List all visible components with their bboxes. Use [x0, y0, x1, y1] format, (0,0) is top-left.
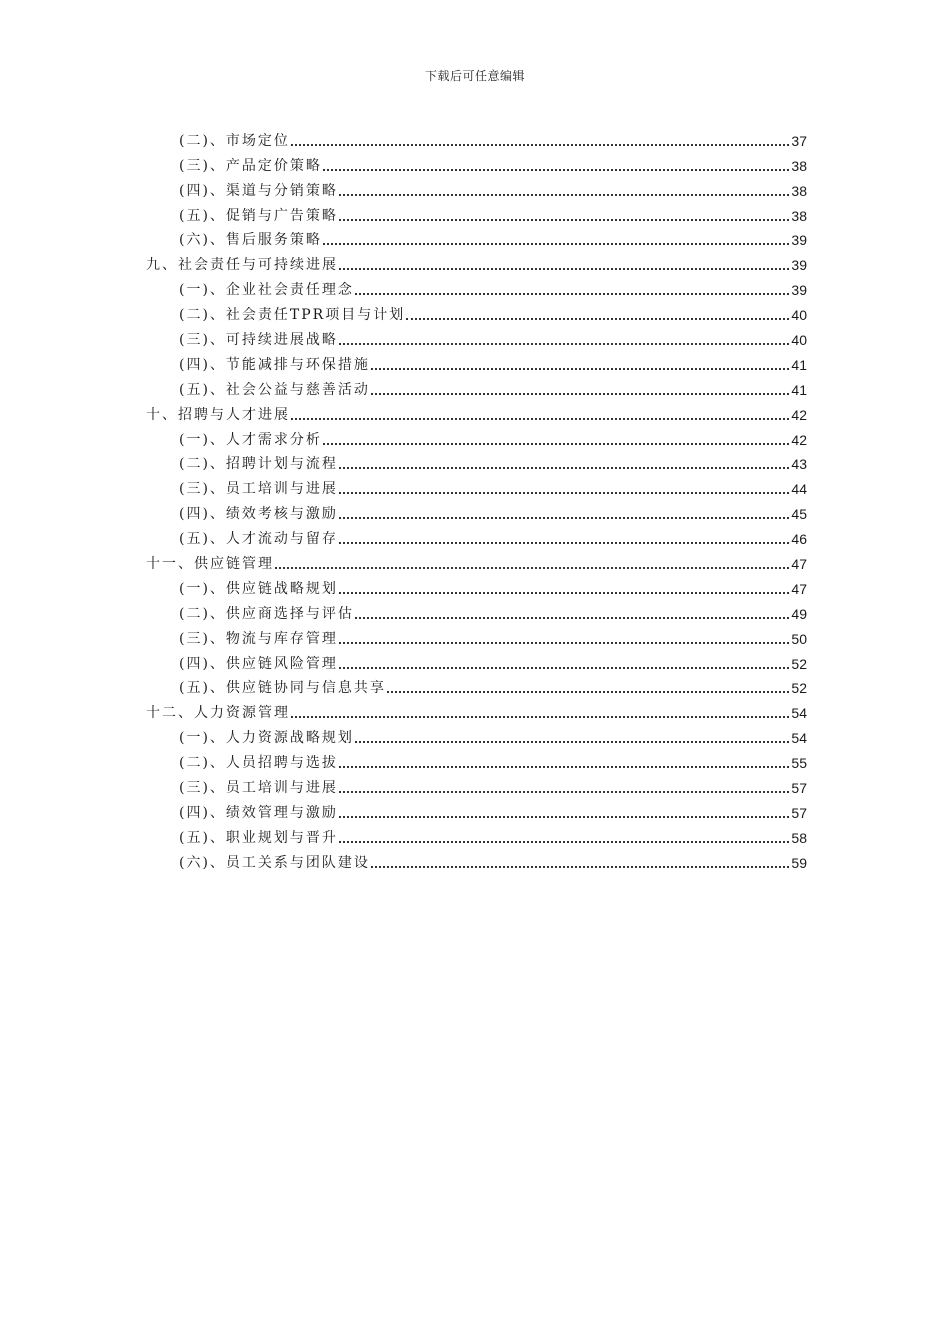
toc-section-row[interactable] — [146, 274, 807, 299]
toc-page-number: 50 — [791, 630, 807, 647]
toc-page-number: 52 — [791, 655, 807, 672]
toc-entry-title: (六)、售后服务策略 — [179, 232, 322, 249]
toc-page-number: 58 — [791, 829, 807, 846]
toc-dot-leader — [323, 243, 789, 245]
toc-section-row[interactable] — [146, 374, 807, 399]
toc-entry-title: (二)、市场定位 — [179, 132, 290, 149]
toc-entry-title: (四)、渠道与分销策略 — [179, 182, 338, 199]
toc-dot-leader — [339, 343, 789, 345]
toc-page-number: 55 — [791, 755, 807, 772]
toc-section-row[interactable] — [146, 573, 807, 598]
toc-dot-leader — [355, 293, 789, 295]
toc-section-row[interactable] — [146, 150, 807, 175]
toc-entry-title: 九、社会责任与可持续进展 — [146, 257, 338, 274]
toc-chapter-row[interactable] — [146, 697, 807, 722]
toc-section-row[interactable] — [146, 722, 807, 747]
toc-entry-title: (一)、人才需求分析 — [179, 431, 322, 448]
toc-page-number: 40 — [791, 332, 807, 349]
toc-page-number: 41 — [791, 356, 807, 373]
toc-dot-leader — [275, 567, 789, 569]
toc-section-row[interactable] — [146, 324, 807, 349]
toc-section-row[interactable] — [146, 822, 807, 847]
toc-dot-leader — [339, 194, 789, 196]
toc-entry-title: 十一、供应链管理 — [146, 556, 274, 573]
toc-page-number: 44 — [791, 481, 807, 498]
toc-dot-leader — [339, 766, 789, 768]
toc-page-number: 47 — [791, 556, 807, 573]
page-header-note: 下载后可任意编辑 — [424, 69, 525, 83]
toc-section-row[interactable] — [146, 473, 807, 498]
toc-entry-title: (二)、招聘计划与流程 — [179, 456, 338, 473]
toc-dot-leader — [355, 741, 789, 743]
toc-entry-title: (三)、产品定价策略 — [179, 157, 322, 174]
toc-section-row[interactable] — [146, 847, 807, 872]
toc-entry-title: (四)、绩效管理与激励 — [179, 804, 338, 821]
toc-entry-title: (三)、员工培训与进展 — [179, 780, 338, 797]
table-of-contents — [146, 125, 807, 872]
toc-dot-leader — [339, 542, 789, 544]
toc-entry-title: (二)、供应商选择与评估 — [179, 605, 354, 622]
toc-dot-leader — [406, 318, 789, 320]
toc-dot-leader — [339, 816, 789, 818]
toc-dot-leader — [339, 791, 789, 793]
toc-page-number: 38 — [791, 207, 807, 224]
toc-dot-leader — [339, 841, 789, 843]
toc-section-row[interactable] — [146, 349, 807, 374]
toc-entry-title: (一)、企业社会责任理念 — [179, 282, 354, 299]
toc-section-row[interactable] — [146, 200, 807, 225]
toc-page-number: 39 — [791, 282, 807, 299]
toc-page-number: 52 — [791, 680, 807, 697]
toc-page-number: 59 — [791, 854, 807, 871]
toc-page-number: 54 — [791, 730, 807, 747]
toc-section-row[interactable] — [146, 225, 807, 250]
toc-page-number: 39 — [791, 232, 807, 249]
toc-dot-leader — [339, 592, 789, 594]
toc-dot-leader — [371, 393, 789, 395]
toc-page-number: 45 — [791, 506, 807, 523]
toc-entry-title: 十二、人力资源管理 — [146, 705, 290, 722]
toc-entry-title: (一)、供应链战略规划 — [179, 580, 338, 597]
toc-section-row[interactable] — [146, 772, 807, 797]
toc-page-number: 57 — [791, 804, 807, 821]
toc-dot-leader — [371, 866, 789, 868]
toc-section-row[interactable] — [146, 523, 807, 548]
toc-section-row[interactable] — [146, 797, 807, 822]
toc-section-row[interactable] — [146, 498, 807, 523]
toc-dot-leader — [339, 268, 789, 270]
toc-entry-title: (四)、供应链风险管理 — [179, 655, 338, 672]
toc-page-number: 43 — [791, 456, 807, 473]
toc-page-number: 57 — [791, 780, 807, 797]
toc-dot-leader — [339, 517, 789, 519]
toc-chapter-row[interactable] — [146, 399, 807, 424]
toc-page-number: 39 — [791, 257, 807, 274]
toc-entry-title: (三)、员工培训与进展 — [179, 481, 338, 498]
toc-entry-title: (二)、人员招聘与选拔 — [179, 755, 338, 772]
toc-section-row[interactable] — [146, 598, 807, 623]
toc-section-row[interactable] — [146, 648, 807, 673]
toc-dot-leader — [291, 418, 789, 420]
toc-section-row[interactable] — [146, 623, 807, 648]
toc-entry-title: (三)、物流与库存管理 — [179, 630, 338, 647]
toc-section-row[interactable] — [146, 747, 807, 772]
toc-section-row[interactable] — [146, 449, 807, 474]
toc-page-number: 42 — [791, 431, 807, 448]
toc-dot-leader — [323, 443, 789, 445]
toc-section-row[interactable] — [146, 175, 807, 200]
toc-dot-leader — [339, 667, 789, 669]
toc-entry-title: (四)、节能减排与环保措施 — [179, 356, 370, 373]
toc-entry-title: (五)、职业规划与晋升 — [179, 829, 338, 846]
toc-section-row[interactable] — [146, 424, 807, 449]
toc-dot-leader — [291, 716, 789, 718]
toc-page-number: 41 — [791, 381, 807, 398]
toc-dot-leader — [339, 467, 789, 469]
toc-dot-leader — [339, 642, 789, 644]
toc-entry-title: (六)、员工关系与团队建设 — [179, 854, 370, 871]
toc-section-row[interactable] — [146, 673, 807, 698]
toc-chapter-row[interactable] — [146, 249, 807, 274]
toc-entry-title: (二)、社会责任TPR项目与计划 — [179, 307, 406, 324]
toc-page-number: 47 — [791, 580, 807, 597]
toc-entry-title: (三)、可持续进展战略 — [179, 332, 338, 349]
toc-entry-title: 十、招聘与人才进展 — [146, 406, 290, 423]
toc-page-number: 40 — [791, 307, 807, 324]
toc-entry-title: (五)、人才流动与留存 — [179, 531, 338, 548]
toc-page-number: 42 — [791, 406, 807, 423]
toc-page-number: 49 — [791, 605, 807, 622]
toc-entry-title: (一)、人力资源战略规划 — [179, 730, 354, 747]
toc-section-row[interactable] — [146, 125, 807, 150]
toc-dot-leader — [291, 144, 789, 146]
toc-page-number: 54 — [791, 705, 807, 722]
toc-entry-title: (五)、供应链协同与信息共享 — [179, 680, 386, 697]
toc-entry-title: (五)、促销与广告策略 — [179, 207, 338, 224]
toc-entry-title: (五)、社会公益与慈善活动 — [179, 381, 370, 398]
toc-dot-leader — [371, 368, 789, 370]
toc-page-number: 38 — [791, 157, 807, 174]
toc-page-number: 37 — [791, 132, 807, 149]
toc-page-number: 46 — [791, 531, 807, 548]
toc-page-number: 38 — [791, 182, 807, 199]
toc-section-row[interactable] — [146, 299, 807, 324]
toc-entry-title: (四)、绩效考核与激励 — [179, 506, 338, 523]
toc-chapter-row[interactable] — [146, 548, 807, 573]
toc-dot-leader — [339, 492, 789, 494]
toc-dot-leader — [387, 691, 789, 693]
toc-dot-leader — [339, 219, 789, 221]
toc-dot-leader — [355, 617, 789, 619]
toc-dot-leader — [323, 169, 789, 171]
